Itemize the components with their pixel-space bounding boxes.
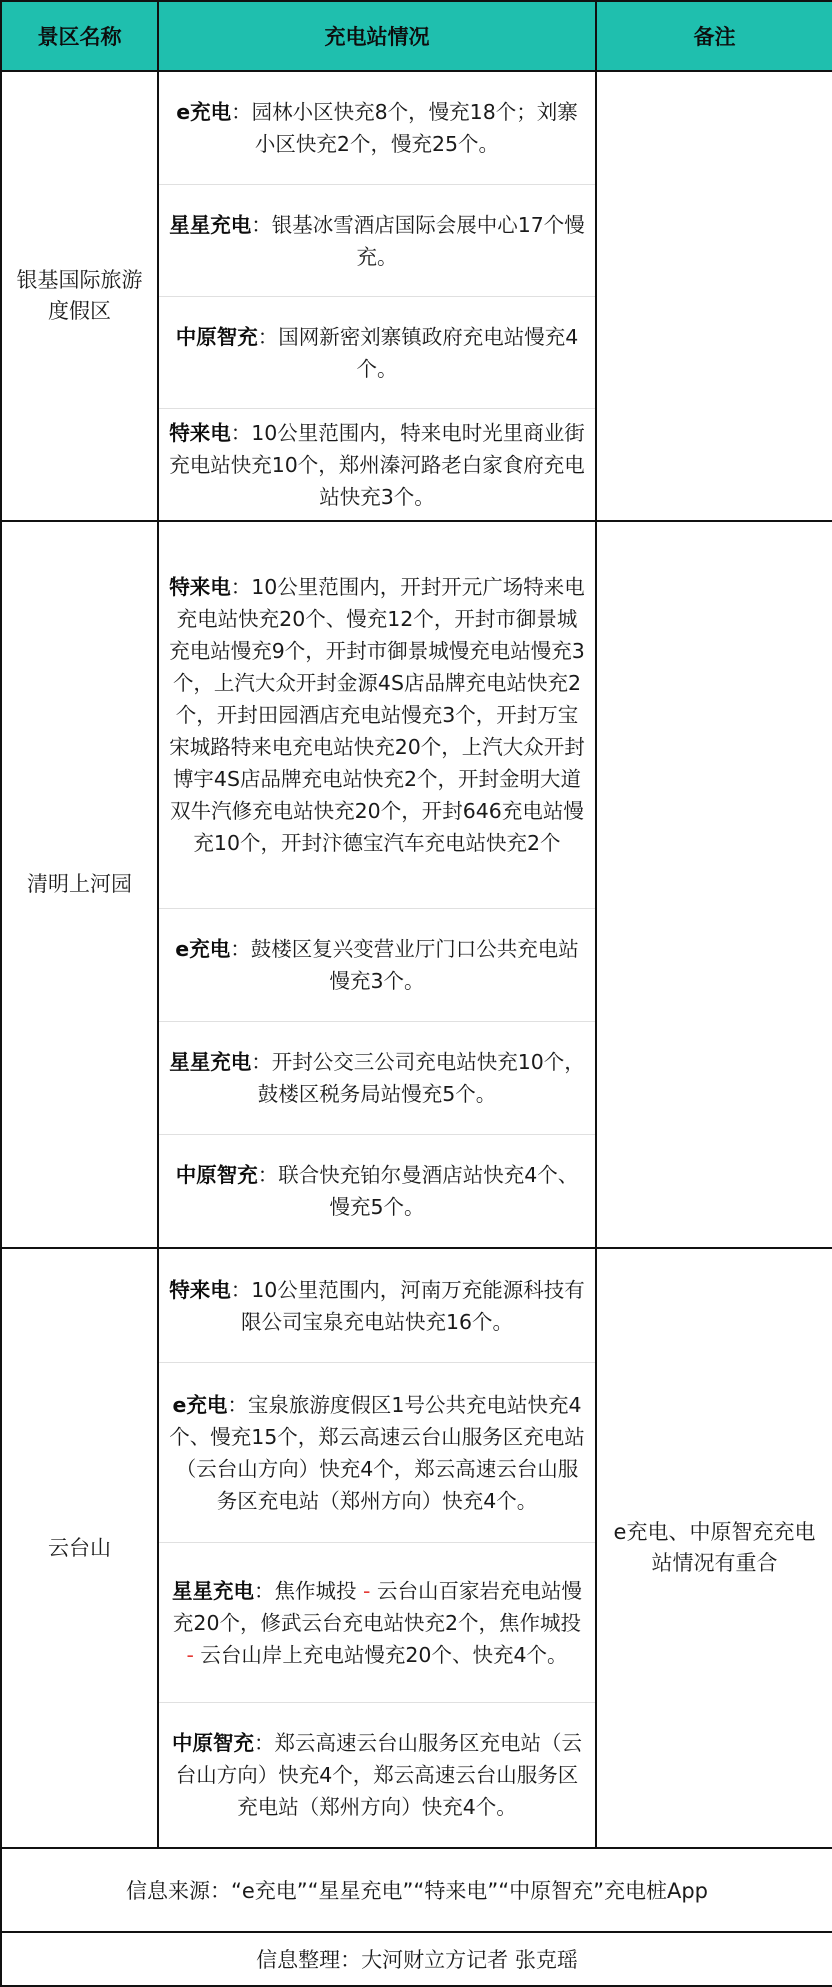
red-hyphen: - — [356, 1578, 377, 1603]
brand-name: 中原智充 — [172, 1731, 254, 1755]
brand-name: e充电 — [176, 100, 232, 124]
station-entry — [159, 1134, 595, 1247]
red-hyphen: - — [186, 1642, 201, 1667]
scenic-name: 云台山 — [1, 1248, 158, 1848]
editor-row — [1, 1932, 832, 1986]
brand-name: 特来电 — [169, 1277, 231, 1302]
table-row — [1, 1248, 832, 1848]
station-entry — [159, 72, 595, 184]
brand-name: 特来电 — [169, 420, 231, 445]
station-info-cell — [158, 1248, 596, 1848]
table-header-row — [1, 1, 832, 71]
station-detail: 云台山岸上充电站慢充20个、快充4个。 — [200, 1642, 568, 1667]
station-detail: ：10公里范围内，河南万充能源科技有限公司宝泉充电站快充16个。 — [230, 1277, 585, 1334]
note-cell — [596, 521, 832, 1248]
note-cell — [596, 71, 832, 521]
note-cell: e充电、中原智充充电站情况有重合 — [596, 1248, 832, 1848]
station-entry — [159, 296, 595, 408]
station-entry — [159, 1249, 595, 1362]
station-detail: ：联合快充铂尔曼酒店站快充4个、慢充5个。 — [257, 1163, 579, 1219]
station-detail: ：宝泉旅游度假区1号公共充电站快充4个、慢充15个，郑云高速云台山服务区充电站（云台山方向）快充4个，郑云高速云台山服务区充电站（郑州方向）快充4个。 — [169, 1392, 585, 1513]
station-detail: ：银基冰雪酒店国际会展中心17个慢充。 — [251, 212, 585, 269]
brand-name: 中原智充 — [175, 324, 258, 349]
header-notes: 备注 — [596, 1, 832, 71]
table-row — [1, 521, 832, 1248]
brand-name: 中原智充 — [175, 1163, 258, 1187]
station-detail: ：焦作城投 — [254, 1578, 357, 1603]
brand-name: 特来电 — [169, 575, 231, 599]
header-station-info: 充电站情况 — [158, 1, 596, 71]
table-row — [1, 71, 832, 521]
station-entry — [159, 1702, 595, 1847]
station-entry — [159, 1542, 595, 1702]
station-detail: ：国网新密刘寨镇政府充电站慢充4个。 — [257, 324, 579, 381]
station-detail: ：10公里范围内，开封开元广场特来电充电站快充20个、慢充12个，开封市御景城充电站慢充9个，开封市御景城慢充电站慢充3个，上汽大众开封金源4S店品牌充电站快充2个，开封田园酒店充电站慢充3个，开封万宝宋城路特来电充电站快充20个，上汽大众开封博宇4S店品牌充电站快充2个，开封金明大道双牛汽修充电站快充20个，开封646充电站慢充10个，开封汴德宝汽车充电站快充2个 — [169, 575, 585, 855]
info-source: 信息来源：“e充电”“星星充电”“特来电”“中原智充”充电桩App — [1, 1848, 832, 1932]
brand-name: e充电 — [175, 937, 231, 961]
scenic-name: 银基国际旅游度假区 — [1, 71, 158, 521]
brand-name: 星星充电 — [169, 1050, 252, 1074]
station-entry — [159, 522, 595, 908]
station-detail: ：园林小区快充8个，慢充18个；刘寨小区快充2个，慢充25个。 — [231, 100, 578, 156]
source-row — [1, 1848, 832, 1932]
station-detail: 云台山百家岩充电站慢充20个，修武云台充电站快充2个，焦作城投 — [172, 1578, 582, 1635]
station-entry — [159, 408, 595, 520]
station-detail: ：10公里范围内，特来电时光里商业街充电站快充10个，郑州溱河路老白家食府充电站快充3个。 — [169, 420, 585, 509]
brand-name: e充电 — [172, 1392, 228, 1417]
station-detail: ：开封公交三公司充电站快充10个，鼓楼区税务局站慢充5个。 — [251, 1050, 585, 1106]
station-entry — [159, 1021, 595, 1134]
station-entry — [159, 184, 595, 296]
brand-name: 星星充电 — [172, 1578, 255, 1603]
station-info-cell — [158, 521, 596, 1248]
header-scenic-name: 景区名称 — [1, 1, 158, 71]
station-detail: ：鼓楼区复兴变营业厅门口公共充电站慢充3个。 — [230, 937, 579, 993]
brand-name: 星星充电 — [169, 212, 252, 237]
station-entry — [159, 908, 595, 1021]
station-entry — [159, 1362, 595, 1542]
info-editor: 信息整理：大河财立方记者 张克瑶 — [1, 1932, 832, 1986]
station-info-cell — [158, 71, 596, 521]
scenic-name: 清明上河园 — [1, 521, 158, 1248]
station-detail: ：郑云高速云台山服务区充电站（云台山方向）快充4个，郑云高速云台山服务区充电站（郑州方向）快充4个。 — [175, 1731, 582, 1819]
